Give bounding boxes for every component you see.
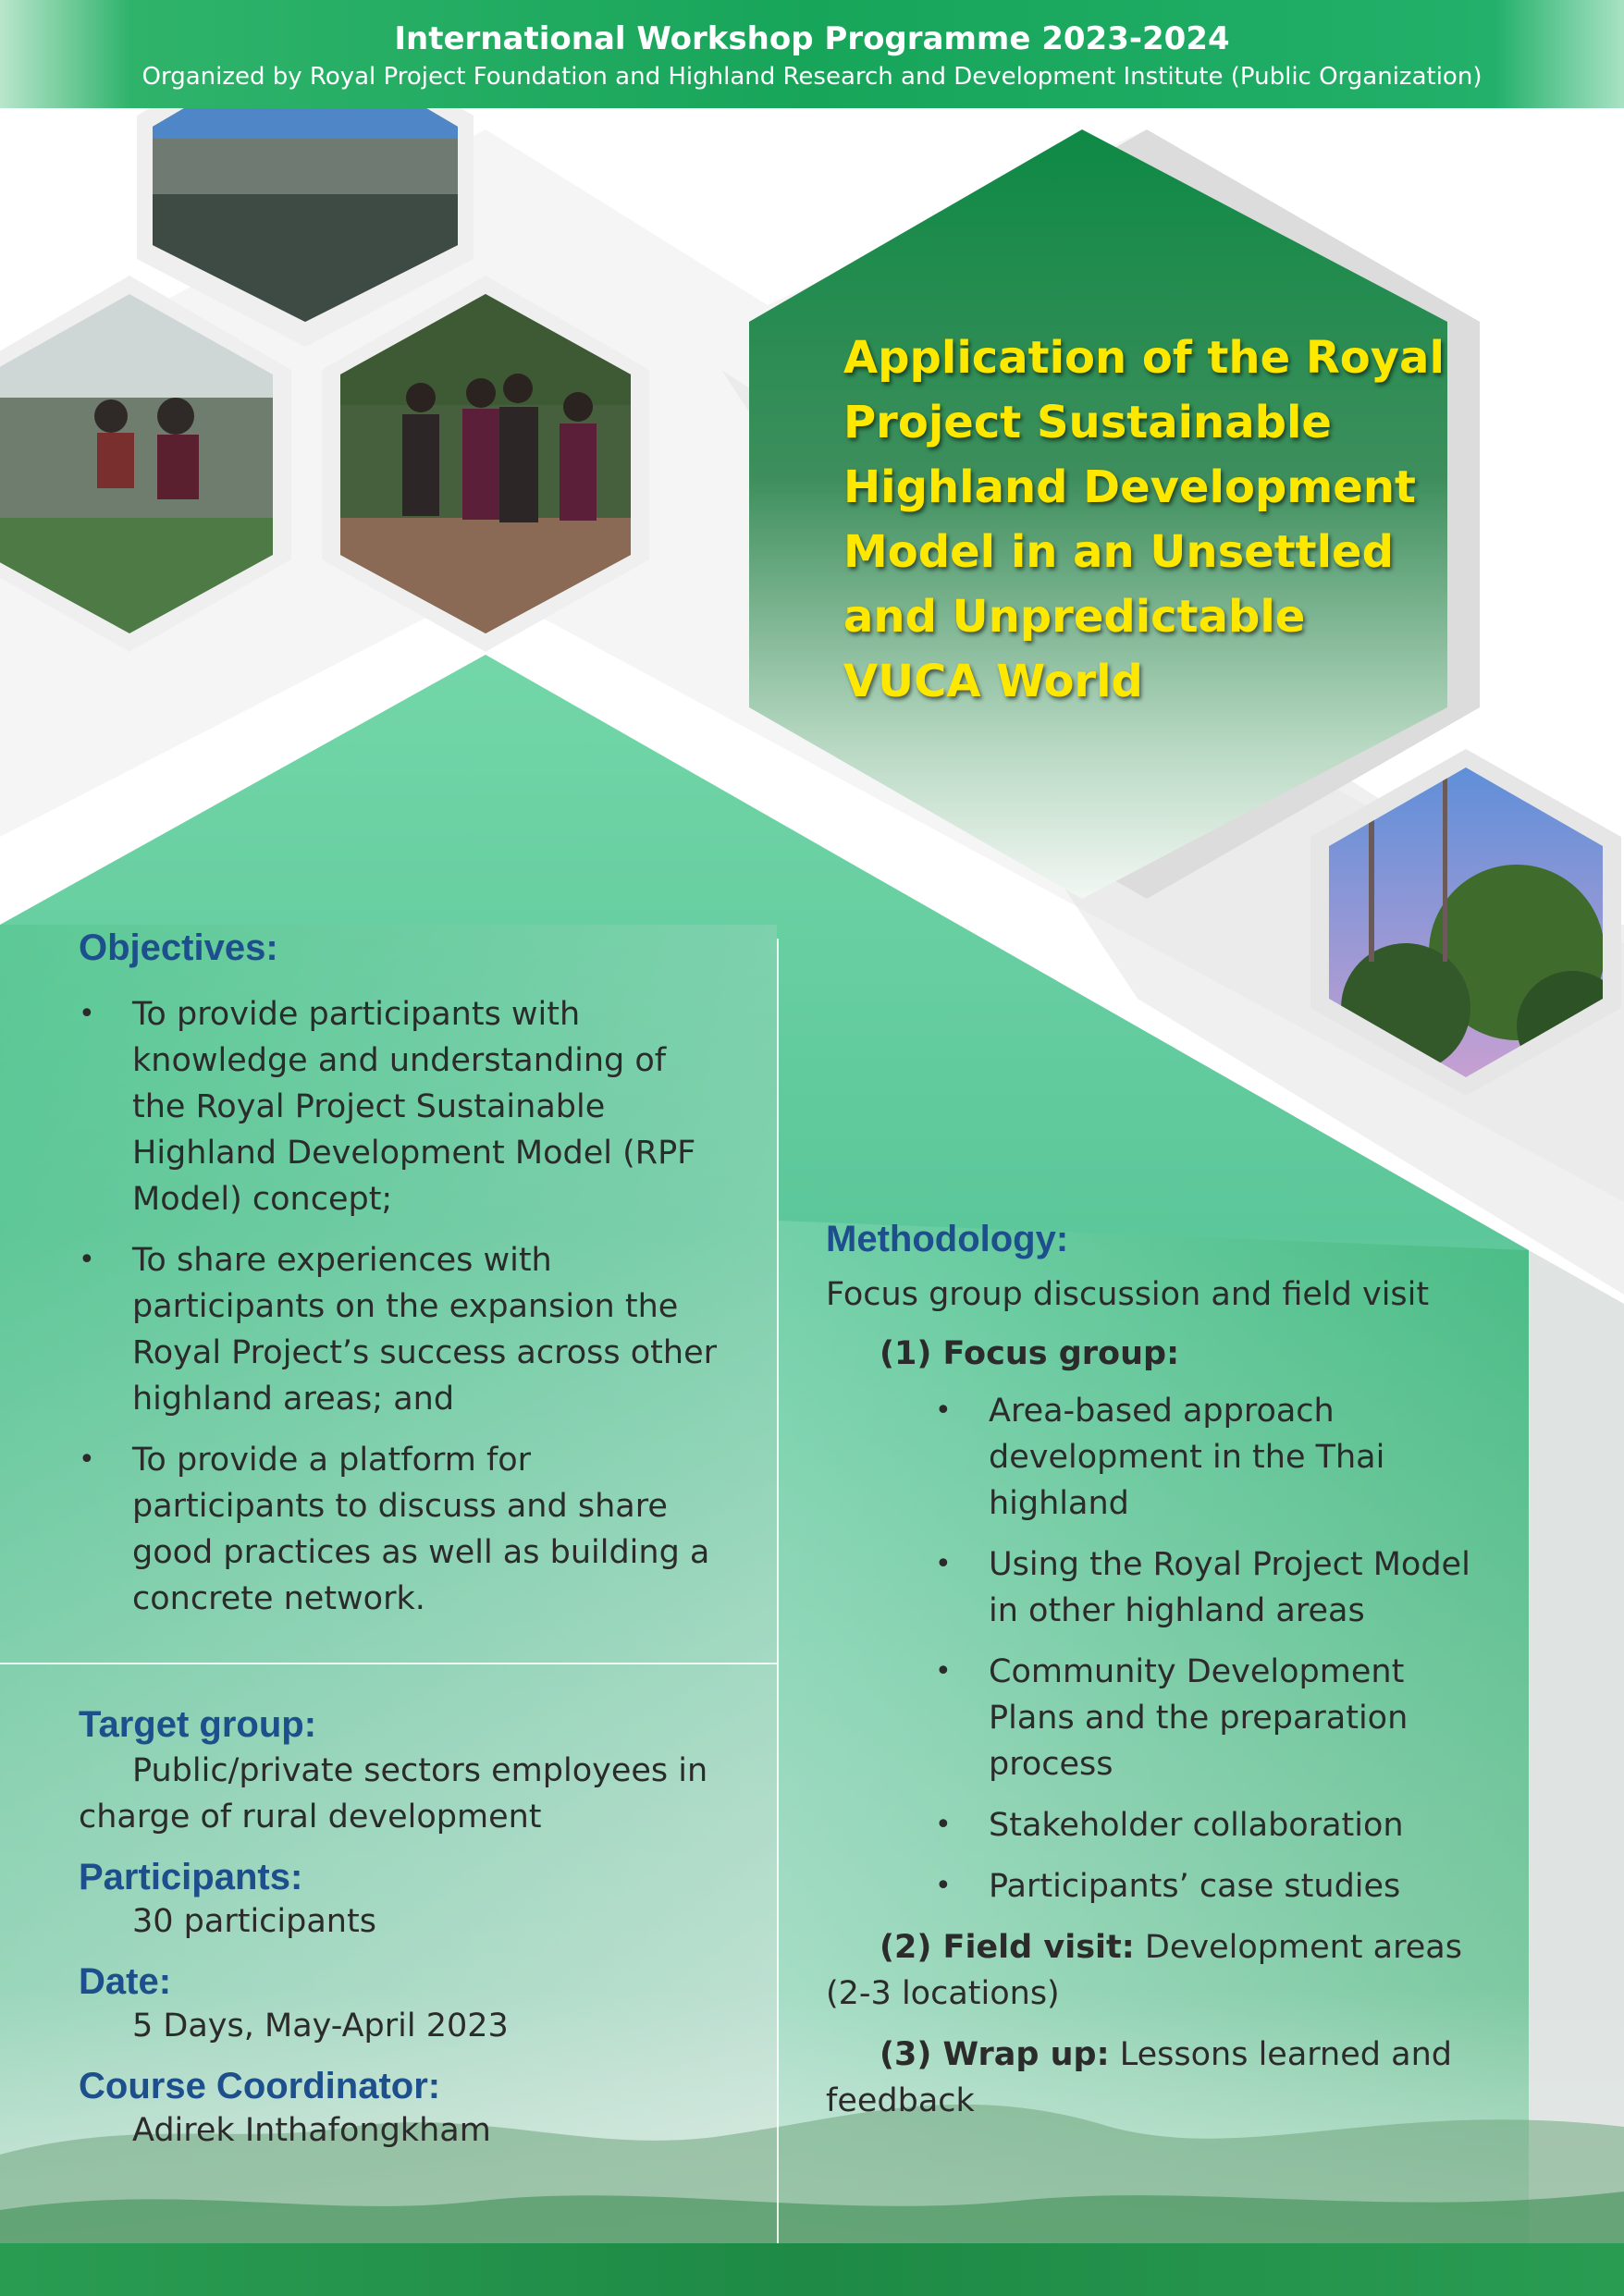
field-visit-text-cont: (2-3 locations) (826, 1975, 1060, 2012)
bullet-icon: • (79, 1244, 95, 1276)
field-visit-item (826, 1924, 1510, 2017)
details-section (79, 1704, 763, 2154)
objective-line: concrete network. (132, 1580, 425, 1617)
objective-line: Royal Project’s success across other (132, 1334, 717, 1371)
bullet-icon: • (935, 1655, 952, 1688)
methodology-intro: Focus group discussion and field visit (826, 1276, 1430, 1313)
list-item (935, 1802, 1510, 1848)
focus-group-list (826, 1388, 1510, 1909)
focus-group-line: in other highland areas (989, 1592, 1365, 1629)
workshop-title-line: Highland Development (843, 461, 1416, 513)
objective-line: To provide participants with (132, 996, 581, 1033)
workshop-title-line: and Unpredictable (843, 591, 1306, 643)
bullet-icon: • (935, 1394, 952, 1427)
bullet-icon: • (935, 1809, 952, 1841)
methodology-section (826, 1219, 1510, 2124)
target-group-line: Public/private sectors employees in (132, 1752, 708, 1789)
workshop-title-line: VUCA World (843, 656, 1143, 707)
bullet-icon: • (79, 998, 95, 1030)
workshop-title-line: Model in an Unsettled (843, 526, 1394, 578)
date-heading: Date: (79, 1961, 172, 2002)
coordinator-heading: Course Coordinator: (79, 2066, 441, 2106)
bullet-icon: • (79, 1443, 95, 1476)
list-item (935, 1388, 1510, 1527)
focus-group-line: Community Development (989, 1653, 1405, 1690)
workshop-title (843, 325, 1454, 714)
objective-line: knowledge and understanding of (132, 1042, 667, 1079)
list-item (935, 1863, 1510, 1909)
objective-line: To provide a platform for (132, 1442, 532, 1479)
wrap-up-label: (3) Wrap up: (880, 2036, 1110, 2073)
section-divider (0, 1663, 777, 1664)
objective-line: Highland Development Model (RPF (132, 1135, 696, 1172)
objective-line: participants to discuss and share (132, 1488, 668, 1525)
field-visit-line (826, 1924, 1510, 1971)
objective-line: the Royal Project Sustainable (132, 1088, 606, 1125)
list-item (935, 1649, 1510, 1787)
wrap-up-item (826, 2032, 1510, 2124)
workshop-title-line: Project Sustainable (843, 397, 1332, 448)
field-visit-label: (2) Field visit: (880, 1929, 1135, 1966)
target-group-heading: Target group: (79, 1704, 317, 1745)
list-item (79, 1237, 744, 1422)
focus-group-line: Stakeholder collaboration (989, 1807, 1404, 1844)
field-visit-text: Development areas (1134, 1929, 1462, 1966)
focus-group-label: (1) Focus group: (880, 1335, 1180, 1372)
bullet-icon: • (935, 1870, 952, 1902)
list-item (79, 1437, 744, 1622)
list-item (935, 1541, 1510, 1634)
objective-line: highland areas; and (132, 1381, 455, 1418)
target-group-line: charge of rural development (79, 1799, 542, 1836)
wrap-up-line (826, 2032, 1510, 2078)
focus-group-line: Participants’ case studies (989, 1868, 1401, 1905)
focus-group-line: Plans and the preparation (989, 1700, 1409, 1737)
footer-bar (0, 2243, 1624, 2296)
target-group-text (79, 1748, 763, 1840)
header-bar (0, 0, 1624, 108)
objective-line: To share experiences with (132, 1242, 552, 1279)
objective-line: Model) concept; (132, 1181, 393, 1218)
bullet-icon: • (935, 1548, 952, 1580)
coordinator-value: Adirek Inthafongkham (132, 2112, 491, 2149)
date-value: 5 Days, May-April 2023 (132, 2007, 509, 2044)
participants-heading: Participants: (79, 1857, 303, 1897)
objective-line: good practices as well as building a (132, 1534, 710, 1571)
column-divider (777, 939, 779, 2296)
programme-title: International Workshop Programme 2023-2024 (394, 20, 1230, 57)
methodology-heading: Methodology: (826, 1219, 1069, 1259)
focus-group-line: Area-based approach (989, 1393, 1335, 1430)
workshop-title-line: Application of the Royal (843, 332, 1445, 384)
objective-line: participants on the expansion the (132, 1288, 679, 1325)
participants-value: 30 participants (132, 1903, 376, 1940)
objectives-heading: Objectives: (79, 927, 278, 968)
focus-group-line: development in the Thai (989, 1439, 1385, 1476)
organizer-subtitle: Organized by Royal Project Foundation and Highland Research and Development Institute (Public Organization) (141, 63, 1483, 91)
focus-group-line: process (989, 1746, 1113, 1783)
focus-group-line: highland (989, 1485, 1129, 1522)
objectives-list (79, 991, 744, 1622)
focus-group-line: Using the Royal Project Model (989, 1546, 1470, 1583)
wrap-up-text-cont: feedback (826, 2082, 975, 2119)
wrap-up-text: Lessons learned and (1109, 2036, 1452, 2073)
objectives-section (79, 927, 744, 1637)
list-item (79, 991, 744, 1222)
